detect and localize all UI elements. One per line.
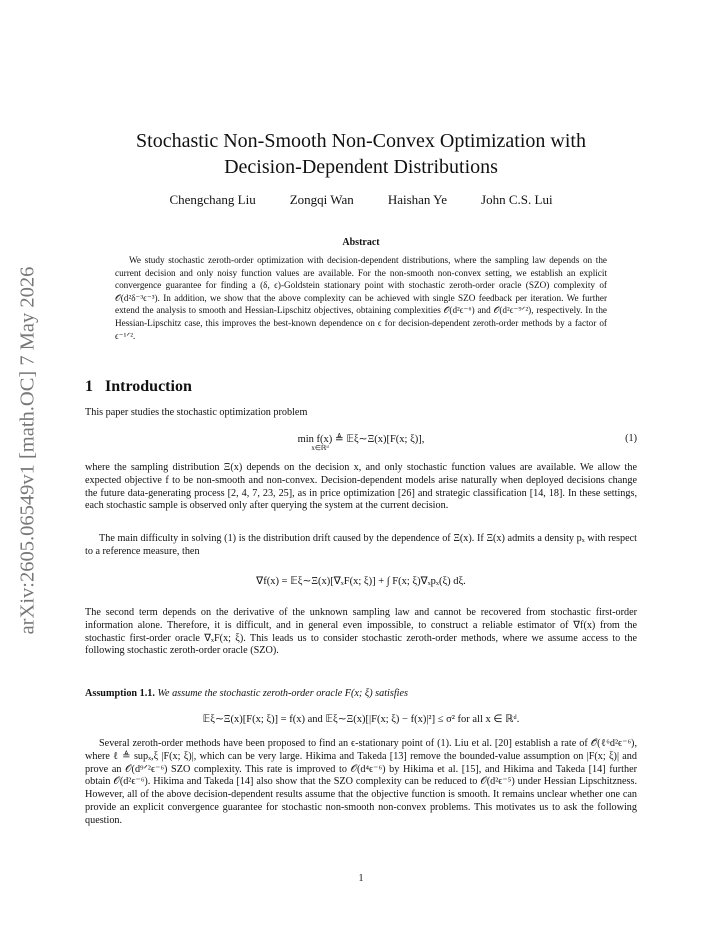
page-number: 1	[358, 873, 364, 884]
paper-title	[85, 128, 637, 180]
assumption-label: Assumption 1.1.	[85, 688, 155, 699]
section-title: Introduction	[105, 378, 192, 395]
assumption-block	[85, 688, 637, 699]
paragraph-difficulty: The main difficulty in solving (1) is the distribution drift caused by the dependence of Ξ(x). If Ξ(x) admits a density pₓ with respect to a reference measure, then	[85, 533, 637, 557]
equation-1-body: min f(x) ≜ 𝔼ξ∼Ξ(x)[F(x; ξ)],	[297, 434, 425, 445]
paragraph-distribution: where the sampling distribution Ξ(x) depends on the decision x, and only stochastic function values are available. We allow the expected objective f to be non-smooth and non-convex. Decision-dependent models arise naturally when deployed decisions change the future data-generating process [2, 4, 7, 23, 25], as in price optimization [26] and strategic classification [14, 18]. In these settings, each stochastic sample is observed only after querying the system at the current decision.	[85, 462, 637, 512]
author: Haishan Ye	[387, 192, 448, 207]
author: Zongqi Wan	[289, 192, 354, 207]
section-heading	[85, 378, 192, 396]
author: Chengchang Liu	[169, 192, 256, 207]
equation-assumption: 𝔼ξ∼Ξ(x)[F(x; ξ)] = f(x) and 𝔼ξ∼Ξ(x)[|F(x; ξ) − f(x)|²] ≤ σ² for all x ∈ ℝᵈ.	[202, 714, 520, 725]
equation-1	[85, 433, 637, 452]
paragraph-second-term: The second term depends on the derivative of the unknown sampling law and cannot be recovered from stochastic first-order information alone. Therefore, it is difficult, and in general even impossible, to construct a reliable estimator of ∇f(x) from the stochastic first-order oracle ∇ₓF(x; ξ). This leads us to consider stochastic zeroth-order methods, where we assume access to the following stochastic zeroth-order oracle (SZO).	[85, 607, 637, 657]
abstract-heading: Abstract	[342, 237, 380, 248]
section-number: 1	[85, 378, 93, 395]
assumption-text: We assume the stochastic zeroth-order oracle F(x; ξ) satisfies	[157, 688, 408, 699]
equation-gradient: ∇f(x) = 𝔼ξ∼Ξ(x)[∇ₓF(x; ξ)] + ∫ F(x; ξ)∇ₓpₓ(ξ) dξ.	[256, 576, 466, 587]
title-line-2: Decision-Dependent Distributions	[224, 156, 498, 178]
title-line-1: Stochastic Non-Smooth Non-Convex Optimization with	[136, 130, 586, 152]
paragraph-related-work: Several zeroth-order methods have been proposed to find an ϵ-stationary point of (1). Liu et al. [20] establish a rate of 𝒪̃(ℓ⁶d²ϵ⁻⁶), where ℓ ≜ supₓ,ξ |F(x; ξ)|, which can be very large. Hikima and Takeda [13] remove the bounded-value assumption on |F(x; ξ)| and prove an 𝒪(d⁹ᐟ²ϵ⁻⁶) SZO complexity. This rate is improved to 𝒪(d⁴ϵ⁻⁶) by Hikima et al. [15], and Hikima and Takeda [14] further obtain 𝒪(d²ϵ⁻⁶). Hikima and Takeda [14] also show that the SZO complexity can be reduced to 𝒪(d²ϵ⁻⁵) under Hessian Lipschitzness. However, all of the above decision-dependent results assume that the objective function is smooth. It remains unclear whether one can provide an explicit convergence guarantee for stochastic non-smooth non-convex problems. This motivates us to ask the following question.	[85, 738, 637, 826]
author: John C.S. Lui	[481, 192, 553, 207]
arxiv-identifier: arXiv:2605.06549v1 [math.OC] 7 May 2026	[16, 266, 39, 634]
equation-1-subscript: x∈ℝᵈ	[311, 444, 329, 452]
author-list	[85, 192, 637, 208]
abstract-text: We study stochastic zeroth-order optimization with decision-dependent distributions, where the sampling law depends on the current decision and only noisy function values are available. For the non-smooth non-convex setting, we establish an explicit convergence guarantee for finding a (δ, ϵ)-Goldstein stationary point with stochastic zeroth-order oracle (SZO) complexity of 𝒪(d²δ⁻³ϵ⁻³). In addition, we show that the above complexity can be achieved with single SZO feedback per iteration. We further extend the analysis to smooth and Hessian-Lipschitz objectives, obtaining complexities 𝒪(d²ϵ⁻⁶) and 𝒪(d²ϵ⁻⁹ᐟ²), respectively. In the Hessian-Lipschitz case, this improves the best-known dependence on ϵ for decision-dependent zeroth-order methods by a factor of ϵ⁻¹ᐟ².	[115, 255, 607, 341]
equation-1-number: (1)	[625, 433, 637, 444]
intro-paragraph: This paper studies the stochastic optimization problem	[85, 407, 308, 418]
arxiv-sidebar	[8, 240, 48, 660]
